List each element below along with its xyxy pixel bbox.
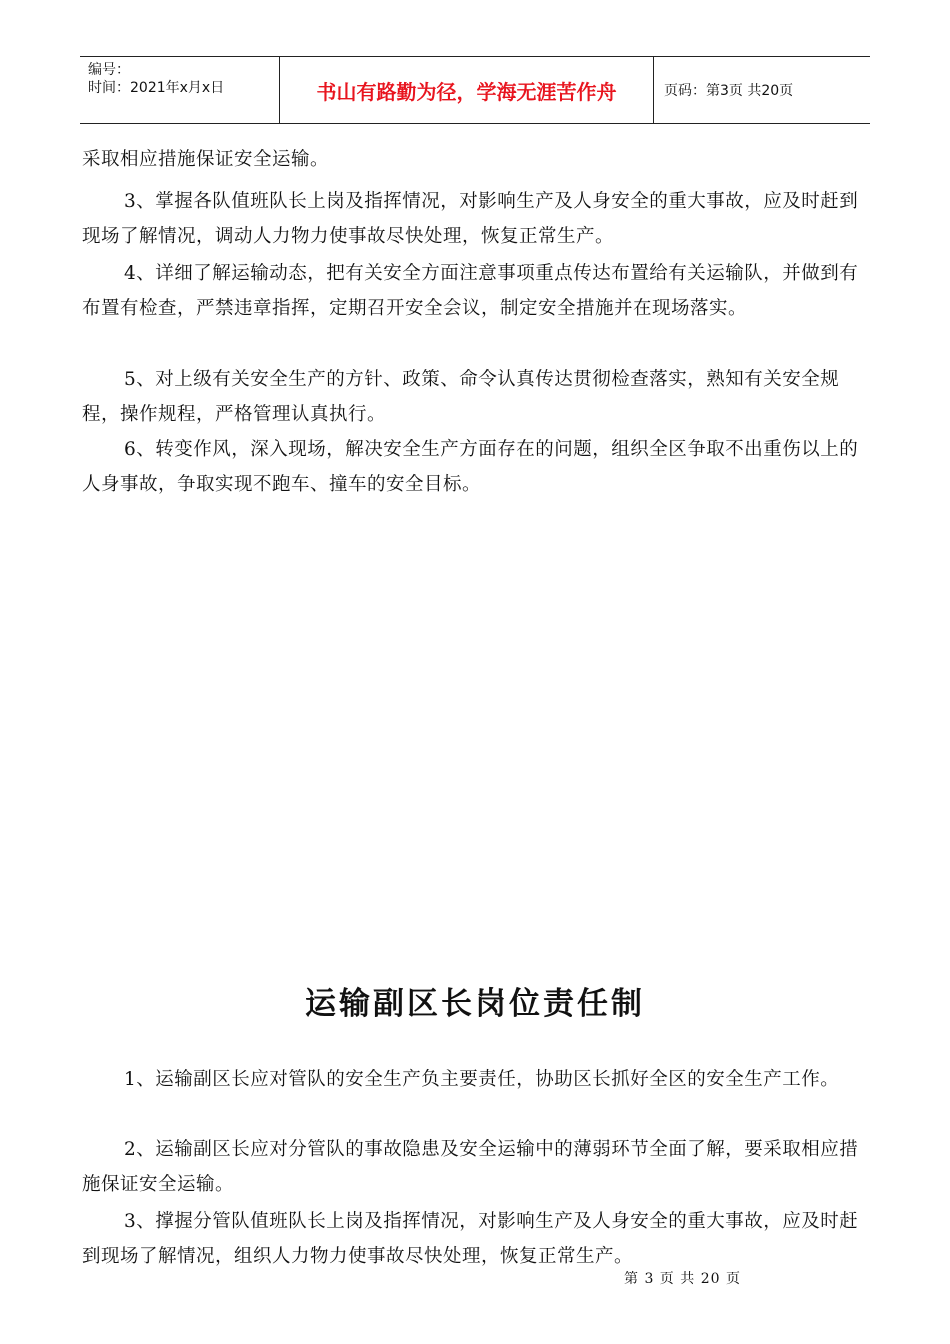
duty-item-2: 2、运输副区长应对分管队的事故隐患及安全运输中的薄弱环节全面了解，要采取相应措施保证安全运输。 (82, 1139, 859, 1195)
header-page-info: 页码：第3页 共20页 (664, 83, 794, 99)
document-date-label: 时间：2021年x月x日 (88, 80, 225, 96)
header-meta-cell (80, 57, 280, 123)
paragraph-item-4: 4、详细了解运输动态，把有关安全方面注意事项重点传达布置给有关运输队，并做到有布置有检查，严禁违章指挥，定期召开安全会议，制定安全措施并在现场落实。 (82, 263, 859, 319)
page-header (80, 56, 870, 124)
header-motto: 书山有路勤为径，学海无涯苦作舟 (280, 57, 654, 123)
section-title: 运输副区长岗位责任制 (305, 986, 645, 1022)
duty-item-1: 1、运输副区长应对管队的安全生产负主要责任，协助区长抓好全区的安全生产工作。 (124, 1069, 840, 1090)
duty-item-3: 3、撑握分管队值班队长上岗及指挥情况，对影响生产及人身安全的重大事故，应及时赶到现场了解情况，组织人力物力使事故尽快处理，恢复正常生产。 (82, 1211, 859, 1267)
document-number-label: 编号： (88, 62, 130, 78)
paragraph-continuation: 采取相应措施保证安全运输。 (82, 149, 330, 170)
paragraph-item-3: 3、掌握各队值班队长上岗及指挥情况，对影响生产及人身安全的重大事故，应及时赶到现场了解情况，调动人力物力使事故尽快处理，恢复正常生产。 (82, 191, 859, 247)
paragraph-item-5: 5、对上级有关安全生产的方针、政策、命令认真传达贯彻检查落实，熟知有关安全规程，操作规程，严格管理认真执行。 (82, 369, 840, 425)
paragraph-item-6: 6、转变作风，深入现场，解决安全生产方面存在的问题，组织全区争取不出重伤以上的人身事故，争取实现不跑车、撞车的安全目标。 (82, 439, 859, 495)
page-footer: 第 3 页 共 20 页 (624, 1271, 741, 1287)
